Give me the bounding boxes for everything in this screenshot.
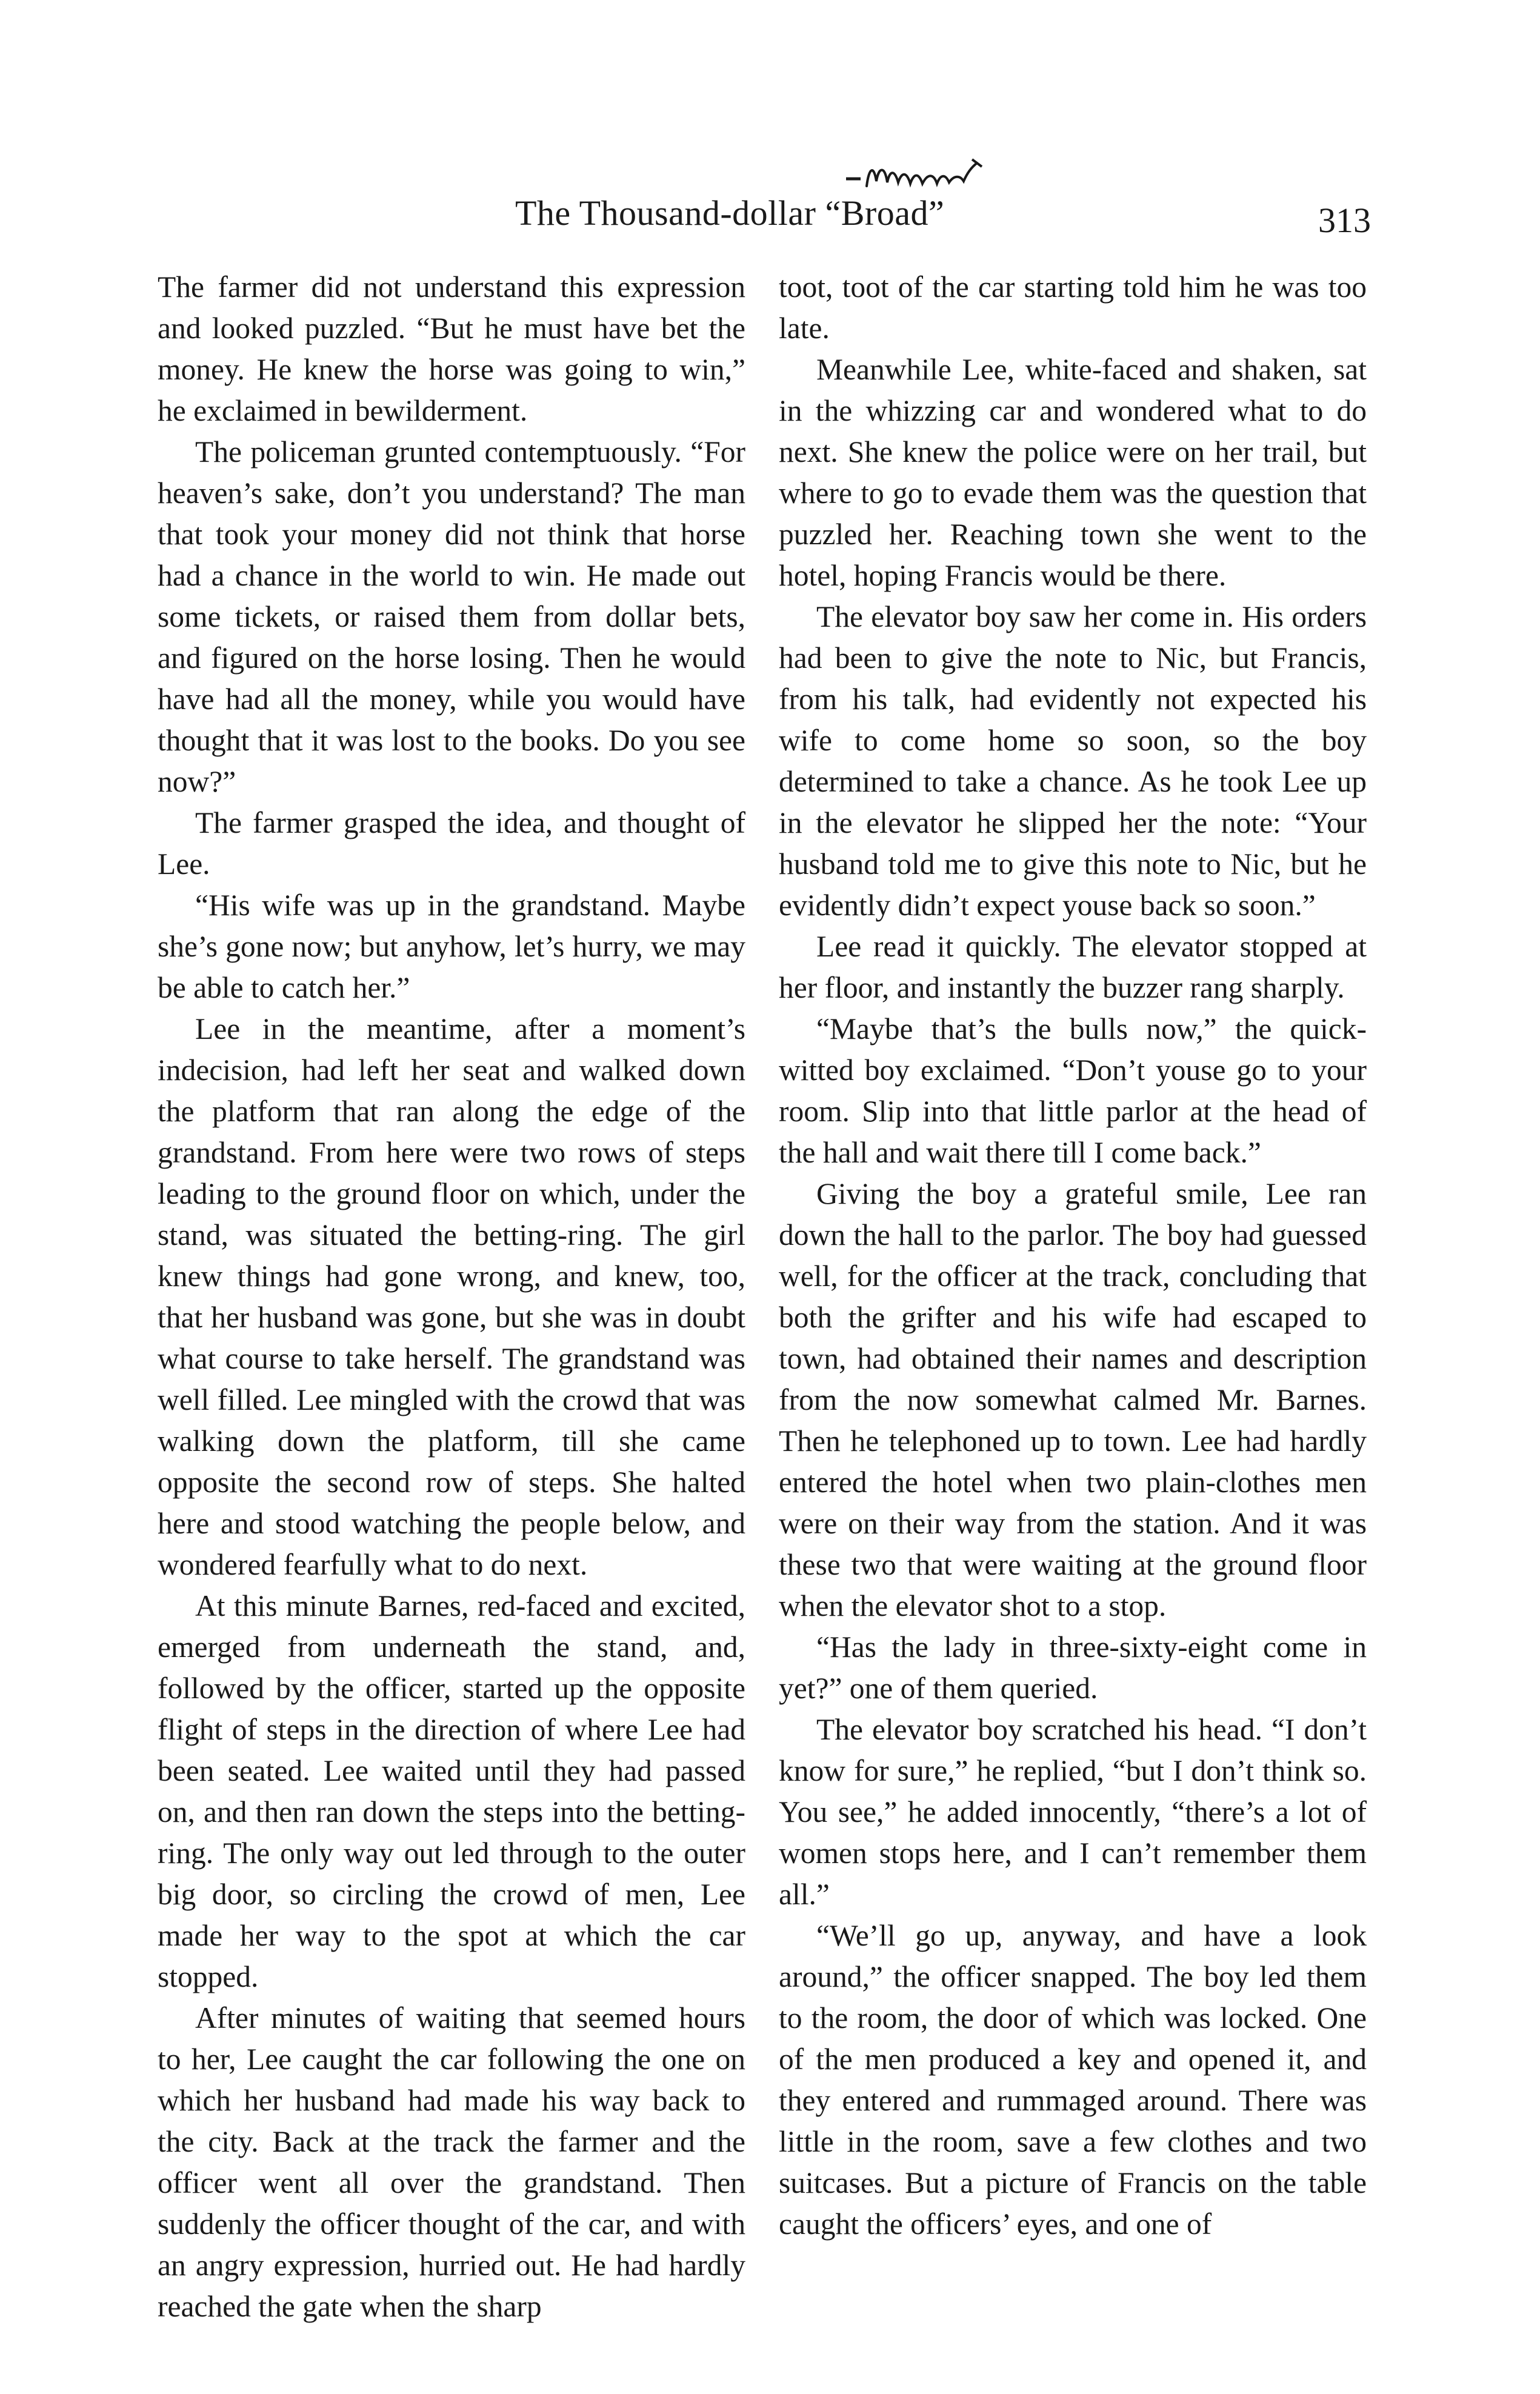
paragraph: The farmer grasped the idea, and thought of Lee. — [158, 806, 745, 881]
paragraph: “His wife was up in the grandstand. Maybe she’s gone now; but anyhow, let’s hurry, we may be able to catch her.” — [158, 889, 745, 1004]
paragraph: toot, toot of the car starting told him he was too late. — [779, 270, 1367, 345]
paragraph: Meanwhile Lee, white-faced and shaken, sat in the whizzing car and wondered what to do next. She knew the police were on her trail, but where to go to evade them was the question that puzzled her. Reaching town she went to the hotel, hoping Francis would be there. — [779, 353, 1367, 592]
running-title: The Thousand-dollar “Broad” — [515, 193, 945, 233]
paragraph: The elevator boy scratched his head. “I don’t know for sure,” he replied, “but I don’t think so. You see,” he added innocently, “there’s a lot of women stops here, and I can’t remember them all.” — [779, 1713, 1367, 1911]
paragraph: “Has the lady in three-sixty-eight come in yet?” one of them queried. — [779, 1630, 1367, 1705]
paragraph: Lee in the meantime, after a moment’s indecision, had left her seat and walked down the platform that ran along the edge of the grandstand. From here were two rows of steps leading to the ground floor on which, under the stand, was situated the betting-ring. The girl knew things had gone wrong, and knew, too, that her husband was gone, but she was in doubt what course to take herself. The grandstand was well filled. Lee mingled with the crowd that was walking down the platform, till she came opposite the second row of steps. She halted here and stood watching the people below, and wondered fearfully what to do next. — [158, 1012, 745, 1581]
paragraph: The policeman grunted contemptuously. “For heaven’s sake, don’t you understand? The man that took your money did not think that horse had a chance in the world to win. He made out some tickets, or raised them from dollar bets, and figured on the horse losing. Then he would have had all the money, while you would have thought that it was lost to the books. Do you see now?” — [158, 435, 745, 798]
right-column — [779, 267, 1367, 2245]
paragraph: Giving the boy a grateful smile, Lee ran down the hall to the parlor. The boy had guessed well, for the officer at the track, concluding that both the grifter and his wife had escaped to town, had obtained their names and description from the now somewhat calmed Mr. Barnes. Then he telephoned up to town. Lee had hardly entered the hotel when two plain-clothes men were on their way from the station. And it was these two that were waiting at the ground floor when the elevator shot to a stop. — [779, 1177, 1367, 1622]
paragraph: After minutes of waiting that seemed hours to her, Lee caught the car following the one on which her husband had made his way back to the city. Back at the track the farmer and the officer went all over the grandstand. Then suddenly the officer thought of the car, and with an angry expression, hurried out. He had hardly reached the gate when the sharp — [158, 2001, 745, 2323]
left-column — [158, 267, 745, 2327]
handwritten-signature — [842, 155, 988, 197]
page-number: 313 — [1318, 201, 1371, 240]
paragraph: Lee read it quickly. The elevator stopped at her floor, and instantly the buzzer rang sharply. — [779, 930, 1367, 1004]
paragraph: “Maybe that’s the bulls now,” the quick-witted boy exclaimed. “Don’t youse go to your room. Slip into that little parlor at the head of the hall and wait there till I come back.” — [779, 1012, 1367, 1169]
paragraph: The farmer did not understand this expression and looked puzzled. “But he must have bet the money. He knew the horse was going to win,” he exclaimed in bewilderment. — [158, 270, 745, 427]
paragraph: At this minute Barnes, red-faced and excited, emerged from underneath the stand, and, followed by the officer, started up the opposite flight of steps in the direction of where Lee had been seated. Lee waited until they had passed on, and then ran down the steps into the betting-ring. The only way out led through to the outer big door, so circling the crowd of men, Lee made her way to the spot at which the car stopped. — [158, 1589, 745, 1993]
paragraph: The elevator boy saw her come in. His orders had been to give the note to Nic, but Francis, from his talk, had evidently not expected his wife to come home so soon, so the boy determined to take a chance. As he took Lee up in the elevator he slipped her the note: “Your husband told me to give this note to Nic, but he evidently didn’t expect youse back so soon.” — [779, 600, 1367, 922]
paragraph: “We’ll go up, anyway, and have a look around,” the officer snapped. The boy led them to the room, the door of which was locked. One of the men produced a key and opened it, and they entered and rummaged around. There was little in the room, save a few clothes and two suitcases. But a picture of Francis on the table caught the officers’ eyes, and one of — [779, 1919, 1367, 2241]
